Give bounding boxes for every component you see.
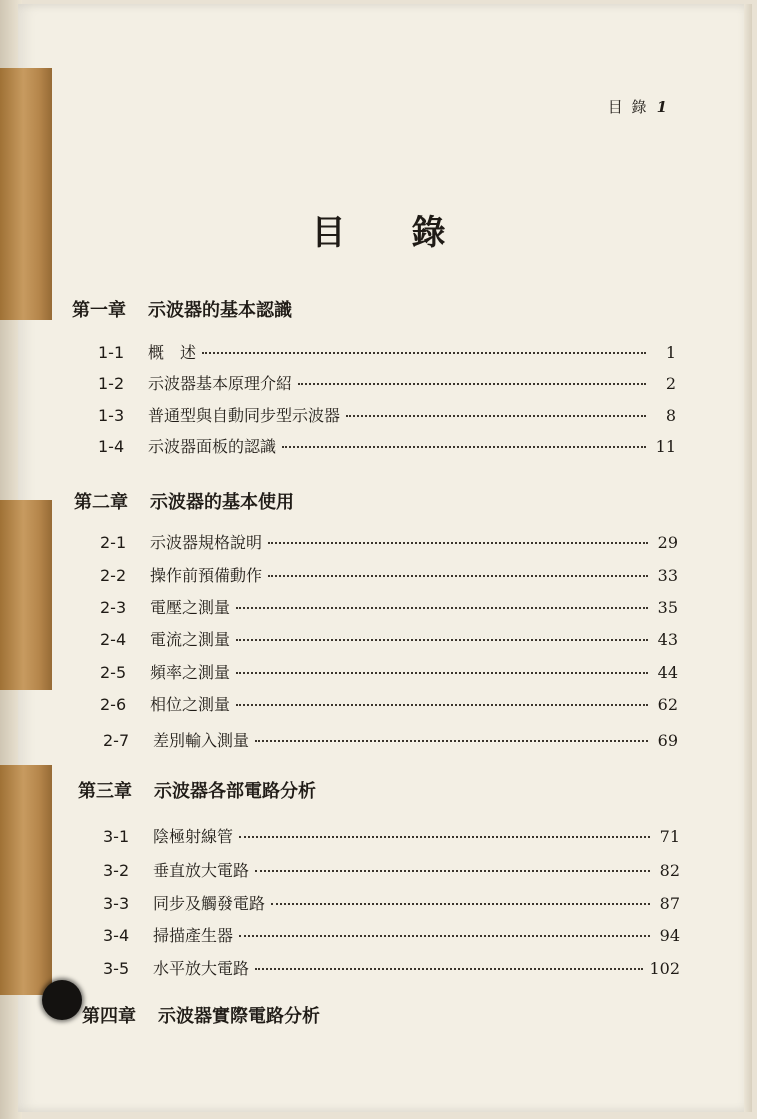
entry-title: 電壓之測量 — [150, 598, 231, 617]
entry-number: 2-3 — [100, 598, 127, 617]
toc-entry — [103, 891, 680, 913]
tape-strip-bottom — [0, 765, 52, 995]
dot-leader — [271, 903, 650, 905]
dot-leader — [239, 935, 650, 937]
entry-page: 82 — [659, 861, 680, 880]
entry-page: 1 — [665, 343, 676, 362]
entry-title: 電流之測量 — [150, 630, 231, 649]
toc-entry — [100, 530, 678, 552]
entry-page: 11 — [655, 437, 676, 456]
page-title — [0, 205, 757, 254]
toc-entry — [100, 627, 678, 649]
chapter-label: 第一章 — [72, 300, 126, 321]
entry-title: 普通型與自動同步型示波器 — [148, 406, 341, 425]
entry-page: 2 — [665, 374, 676, 393]
entry-page: 29 — [657, 533, 678, 552]
running-title: 目 錄 — [607, 98, 649, 116]
entry-number: 3-2 — [103, 861, 130, 880]
entry-title: 垂直放大電路 — [153, 861, 250, 880]
entry-number: 1-2 — [98, 374, 125, 393]
dot-leader — [236, 672, 648, 674]
entry-title: 示波器基本原理介紹 — [148, 374, 293, 393]
entry-page: 102 — [649, 959, 680, 978]
entry-page: 62 — [657, 695, 678, 714]
dot-leader — [255, 740, 648, 742]
entry-page: 35 — [657, 598, 678, 617]
entry-number: 1-1 — [98, 343, 125, 362]
toc-entry — [100, 595, 678, 617]
dot-leader — [346, 415, 646, 417]
dot-leader — [282, 446, 646, 448]
entry-page: 33 — [657, 566, 678, 585]
entry-page: 43 — [657, 630, 678, 649]
chapter-heading — [74, 488, 294, 514]
dot-leader — [202, 352, 646, 354]
dot-leader — [236, 639, 648, 641]
page-title-char-1: 目 — [311, 213, 346, 253]
dot-leader — [255, 968, 643, 970]
entry-title: 示波器面板的認識 — [148, 437, 277, 456]
dot-leader — [298, 383, 646, 385]
dot-leader — [239, 836, 650, 838]
entry-number: 3-1 — [103, 827, 130, 846]
entry-number: 2-5 — [100, 663, 127, 682]
chapter-title: 示波器的基本認識 — [148, 300, 292, 321]
toc-entry — [100, 692, 678, 714]
toc-entry — [103, 824, 680, 846]
chapter-heading — [82, 1002, 320, 1028]
toc-entry — [98, 403, 676, 425]
chapter-title: 示波器的基本使用 — [150, 492, 294, 513]
tape-strip-top — [0, 68, 52, 320]
chapter-heading — [78, 777, 316, 803]
punched-hole — [42, 980, 82, 1020]
chapter-label: 第四章 — [82, 1006, 136, 1027]
entry-page: 69 — [657, 731, 678, 750]
toc-entry — [98, 434, 676, 456]
toc-entry — [103, 956, 680, 978]
entry-number: 3-4 — [103, 926, 130, 945]
toc-entry — [98, 371, 676, 393]
entry-number: 2-7 — [103, 731, 130, 750]
toc-entry — [100, 563, 678, 585]
entry-title: 示波器規格說明 — [150, 533, 263, 552]
chapter-title: 示波器各部電路分析 — [154, 781, 316, 802]
entry-title: 掃描產生器 — [153, 926, 234, 945]
entry-number: 2-6 — [100, 695, 127, 714]
entry-number: 3-3 — [103, 894, 130, 913]
entry-page: 8 — [665, 406, 676, 425]
entry-page: 94 — [659, 926, 680, 945]
chapter-label: 第三章 — [78, 781, 132, 802]
entry-number: 2-1 — [100, 533, 127, 552]
entry-title: 同步及觸發電路 — [153, 894, 266, 913]
dot-leader — [268, 542, 648, 544]
dot-leader — [255, 870, 650, 872]
entry-number: 3-5 — [103, 959, 130, 978]
dot-leader — [268, 575, 648, 577]
page-title-char-2: 錄 — [411, 213, 446, 253]
entry-number: 2-4 — [100, 630, 127, 649]
entry-title: 水平放大電路 — [153, 959, 250, 978]
entry-title: 頻率之測量 — [150, 663, 231, 682]
chapter-label: 第二章 — [74, 492, 128, 513]
dot-leader — [236, 704, 648, 706]
entry-title: 差別輸入測量 — [153, 731, 250, 750]
chapter-heading — [72, 296, 292, 322]
toc-entry — [103, 858, 680, 880]
book-page — [18, 4, 752, 1112]
toc-entry — [98, 340, 676, 362]
entry-title: 陰極射線管 — [153, 827, 234, 846]
entry-page: 71 — [659, 827, 680, 846]
dot-leader — [236, 607, 648, 609]
entry-number: 2-2 — [100, 566, 127, 585]
entry-number: 1-3 — [98, 406, 125, 425]
page-edge — [744, 4, 752, 1112]
toc-entry — [103, 728, 678, 750]
entry-title: 概 述 — [148, 343, 197, 362]
entry-title: 相位之測量 — [150, 695, 231, 714]
tape-strip-middle — [0, 500, 52, 690]
entry-page: 44 — [657, 663, 678, 682]
entry-number: 1-4 — [98, 437, 125, 456]
page-number: 1 — [656, 98, 669, 116]
chapter-title: 示波器實際電路分析 — [158, 1006, 320, 1027]
toc-entry — [100, 660, 678, 682]
entry-page: 87 — [659, 894, 680, 913]
toc-entry — [103, 923, 680, 945]
running-head — [608, 96, 669, 117]
entry-title: 操作前預備動作 — [150, 566, 263, 585]
